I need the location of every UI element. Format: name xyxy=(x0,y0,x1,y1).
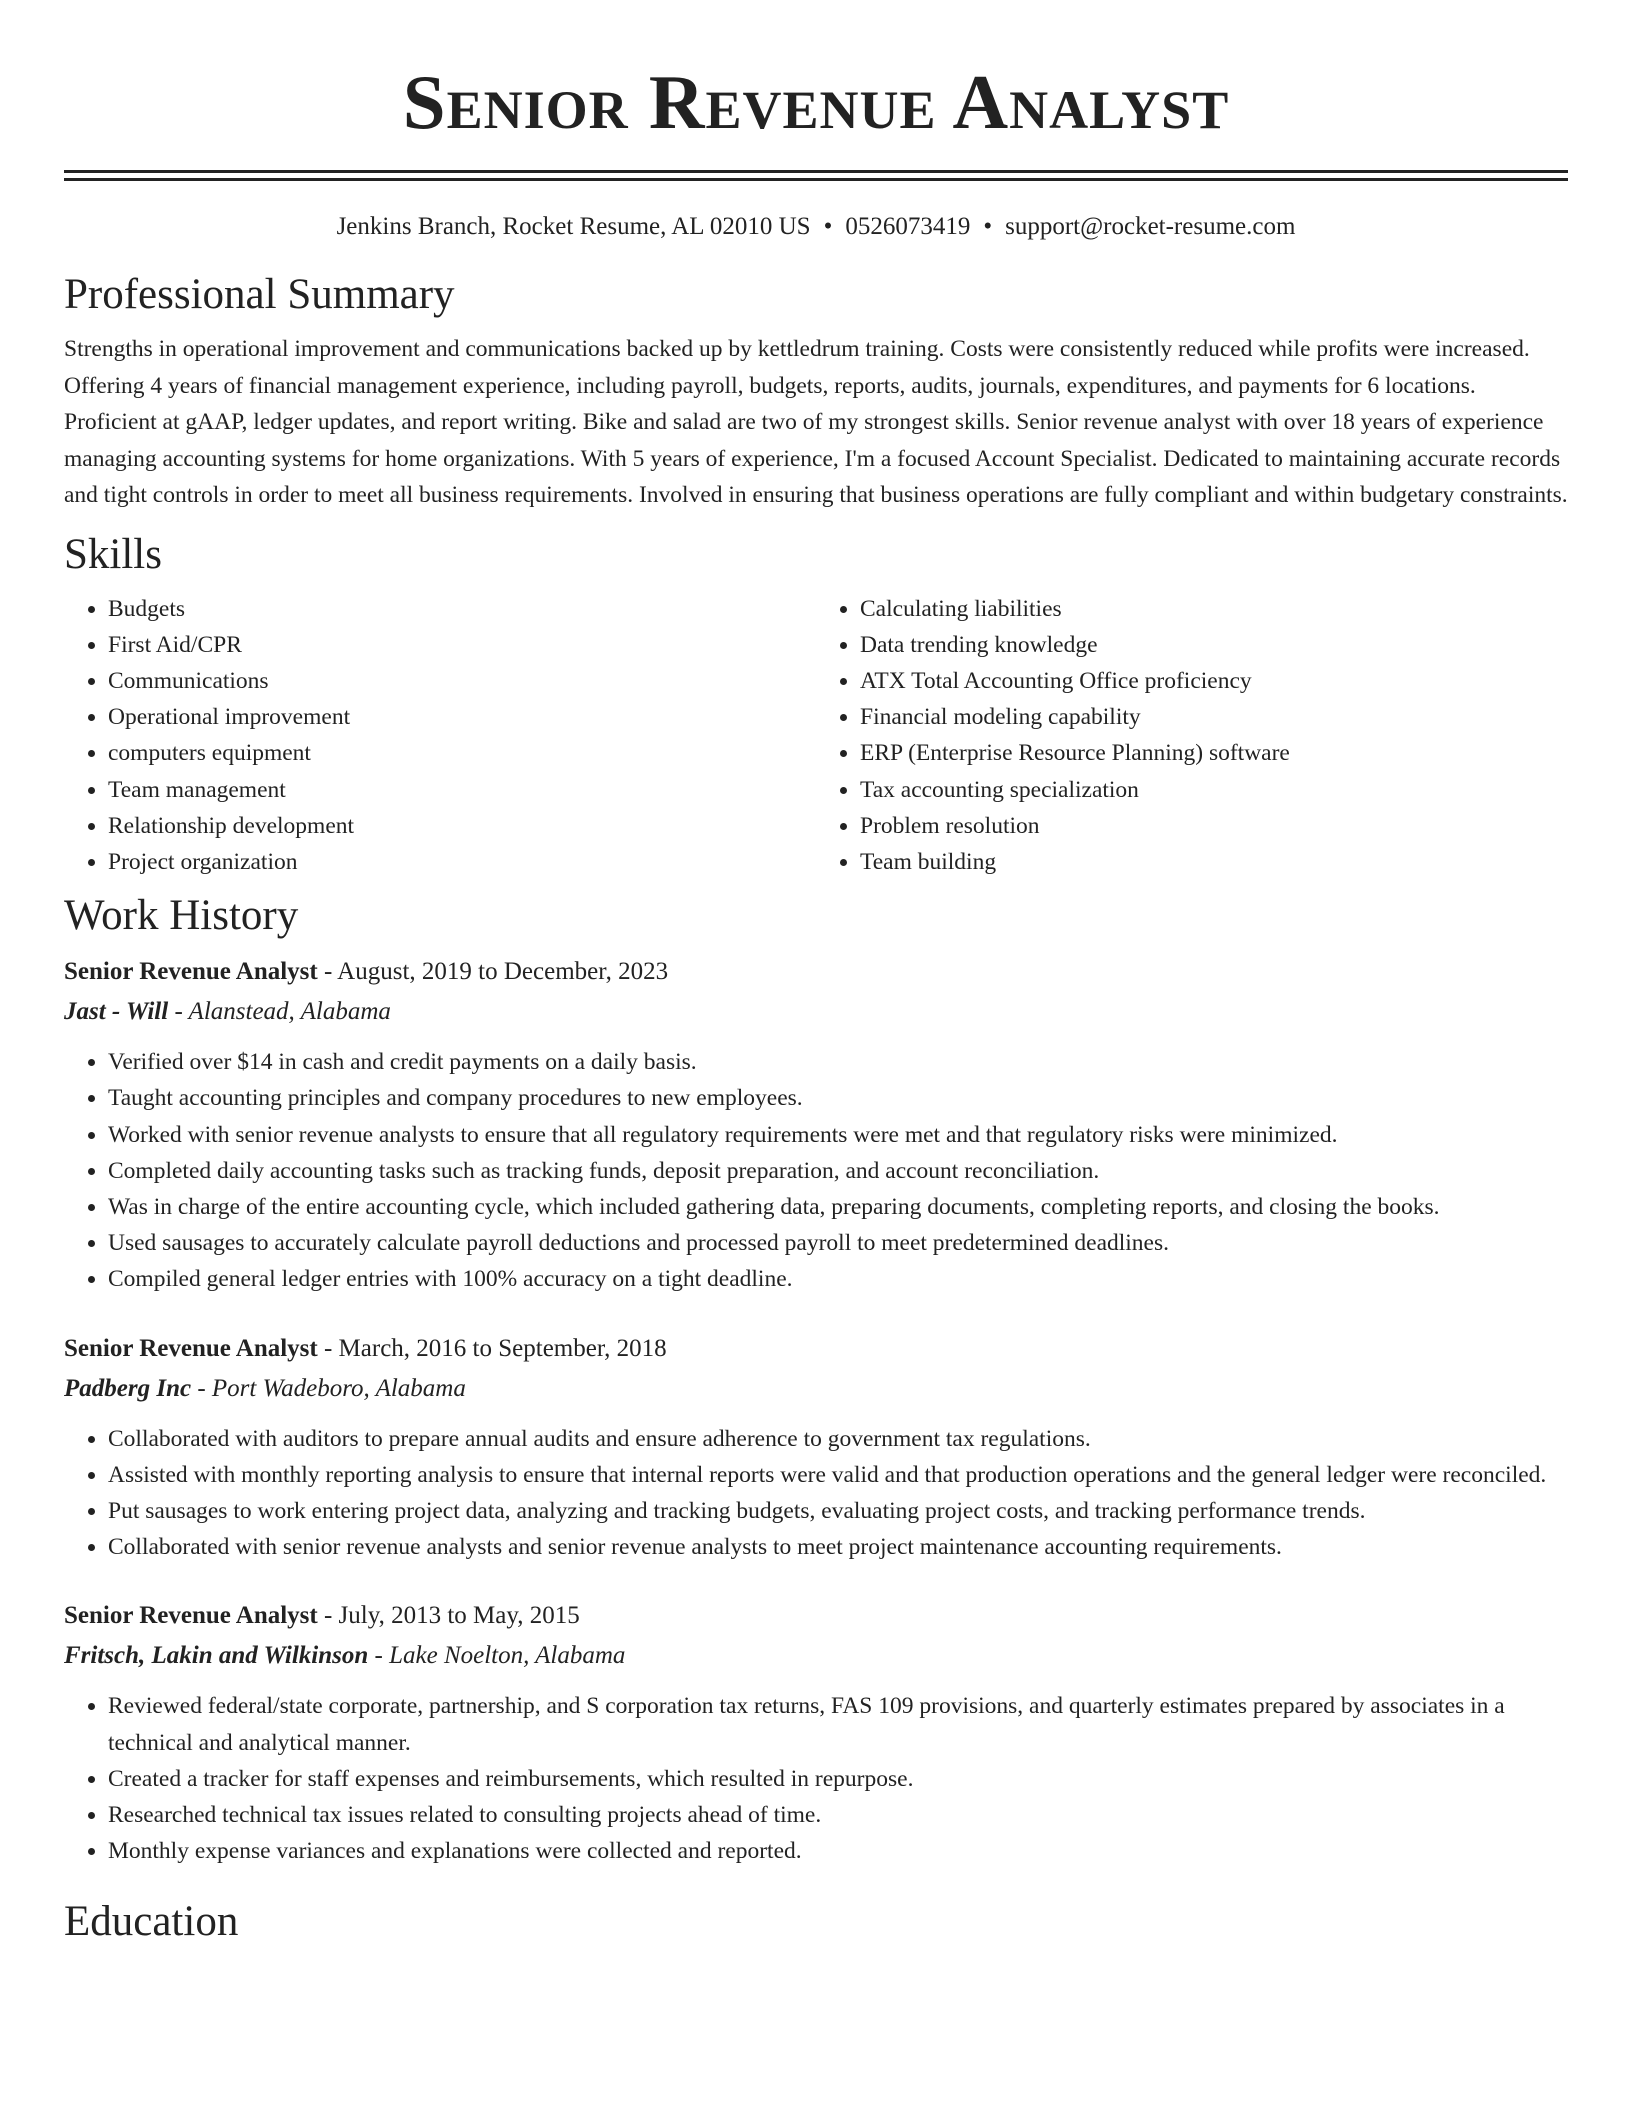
skill-item: • Communications xyxy=(108,663,816,699)
job-company-line xyxy=(64,1636,1568,1676)
skills-column-right xyxy=(816,591,1568,881)
job-title-line xyxy=(64,1596,1568,1636)
job-title: Senior Revenue Analyst xyxy=(64,1602,318,1630)
skill-item: • Calculating liabilities xyxy=(860,591,1568,627)
education-heading: Education xyxy=(64,1898,239,1946)
job-bullet: • Compiled general ledger entries with 100% accuracy on a tight deadline. xyxy=(108,1261,1568,1297)
job-entry xyxy=(64,1596,1568,1869)
work-history-heading: Work History xyxy=(64,892,299,940)
skill-item: • Tax accounting specialization xyxy=(860,772,1568,808)
skills-column-left xyxy=(64,591,816,881)
contact-line xyxy=(64,211,1568,243)
job-company-line xyxy=(64,1369,1568,1409)
job-bullet: • Collaborated with senior revenue analysts and senior revenue analysts to meet project maintenance accounting requirements. xyxy=(108,1529,1568,1565)
contact-separator: • xyxy=(983,213,993,240)
summary-heading: Professional Summary xyxy=(64,271,455,318)
skill-item: • Data trending knowledge xyxy=(860,627,1568,663)
skills-heading: Skills xyxy=(64,530,162,578)
job-bullet: • Used sausages to accurately calculate payroll deductions and processed payroll to meet predetermined deadlines. xyxy=(108,1225,1568,1261)
job-dates: - July, 2013 to May, 2015 xyxy=(317,1602,580,1630)
contact-address: Jenkins Branch, Rocket Resume, AL 02010 US xyxy=(336,213,811,240)
skill-item: • Relationship development xyxy=(108,808,816,844)
skill-item: • Project organization xyxy=(108,844,816,880)
job-title-line xyxy=(64,1329,1568,1369)
job-bullet: • Completed daily accounting tasks such as tracking funds, deposit preparation, and account reconciliation. xyxy=(108,1153,1568,1189)
skill-item: • ERP (Enterprise Resource Planning) software xyxy=(860,735,1568,771)
skills-list xyxy=(64,591,1568,881)
job-title-line xyxy=(64,952,1568,992)
skill-item: • Problem resolution xyxy=(860,808,1568,844)
skill-item: • Financial modeling capability xyxy=(860,699,1568,735)
header-divider xyxy=(64,170,1568,181)
job-company-line xyxy=(64,992,1568,1032)
job-title: Senior Revenue Analyst xyxy=(64,958,318,986)
job-location: - Alanstead, Alabama xyxy=(168,998,391,1026)
job-bullet: • Reviewed federal/state corporate, partnership, and S corporation tax returns, FAS 109 provisions, and quarterly estimates prepared by associates in a technical and analytical manner. xyxy=(108,1688,1568,1760)
job-location: - Port Wadeboro, Alabama xyxy=(191,1374,466,1402)
skill-item: • ATX Total Accounting Office proficiency xyxy=(860,663,1568,699)
skill-item: • First Aid/CPR xyxy=(108,627,816,663)
contact-email: support@rocket-resume.com xyxy=(1005,213,1296,240)
job-bullet: • Researched technical tax issues related to consulting projects ahead of time. xyxy=(108,1797,1568,1833)
skill-item: • Budgets xyxy=(108,591,816,627)
job-company: Fritsch, Lakin and Wilkinson xyxy=(64,1642,369,1670)
job-bullets xyxy=(64,1421,1568,1566)
job-dates: - August, 2019 to December, 2023 xyxy=(317,958,669,986)
job-location: - Lake Noelton, Alabama xyxy=(368,1642,626,1670)
job-entry xyxy=(64,1329,1568,1566)
job-bullets xyxy=(64,1044,1568,1297)
resume-name: Senior Revenue Analyst xyxy=(402,59,1230,145)
contact-phone: 0526073419 xyxy=(845,213,971,240)
contact-separator: • xyxy=(823,213,833,240)
skill-item: • Team management xyxy=(108,772,816,808)
job-company: Jast - Will xyxy=(64,998,169,1026)
job-bullet: • Put sausages to work entering project data, analyzing and tracking budgets, evaluating project costs, and tracking performance trends. xyxy=(108,1493,1568,1529)
job-bullet: • Collaborated with auditors to prepare annual audits and ensure adherence to government tax regulations. xyxy=(108,1421,1568,1457)
skill-item: • computers equipment xyxy=(108,735,816,771)
job-entry xyxy=(64,952,1568,1297)
skill-item: • Team building xyxy=(860,844,1568,880)
job-bullets xyxy=(64,1688,1568,1869)
job-bullet: • Monthly expense variances and explanations were collected and reported. xyxy=(108,1833,1568,1869)
job-company: Padberg Inc xyxy=(64,1374,192,1402)
skill-item: • Operational improvement xyxy=(108,699,816,735)
job-bullet: • Worked with senior revenue analysts to ensure that all regulatory requirements were met and that regulatory risks were minimized. xyxy=(108,1117,1568,1153)
job-title: Senior Revenue Analyst xyxy=(64,1334,318,1362)
job-bullet: • Was in charge of the entire accounting cycle, which included gathering data, preparing documents, completing reports, and closing the books. xyxy=(108,1189,1568,1225)
job-bullet: • Assisted with monthly reporting analysis to ensure that internal reports were valid and that production operations and the general ledger were reconciled. xyxy=(108,1457,1568,1493)
job-bullet: • Taught accounting principles and company procedures to new employees. xyxy=(108,1080,1568,1116)
job-bullet: • Verified over $14 in cash and credit payments on a daily basis. xyxy=(108,1044,1568,1080)
job-bullet: • Created a tracker for staff expenses and reimbursements, which resulted in repurpose. xyxy=(108,1761,1568,1797)
summary-text: Strengths in operational improvement and communications backed up by kettledrum training. Costs were consistently reduced while profits were increased. Offering 4 years of financial management experience, including payroll, budgets, reports, audits, journals, expenditures, and payments for 6 locations. Proficient at gAAP, ledger updates, and report writing. Bike and salad are two of my strongest skills. Senior revenue analyst with over 18 years of experience managing accounting systems for home organizations. With 5 years of experience, I'm a focused Account Specialist. Dedicated to maintaining accurate records and tight controls in order to meet all business requirements. Involved in ensuring that business operations are fully compliant and within budgetary constraints. xyxy=(64,336,1568,508)
job-dates: - March, 2016 to September, 2018 xyxy=(317,1334,667,1362)
